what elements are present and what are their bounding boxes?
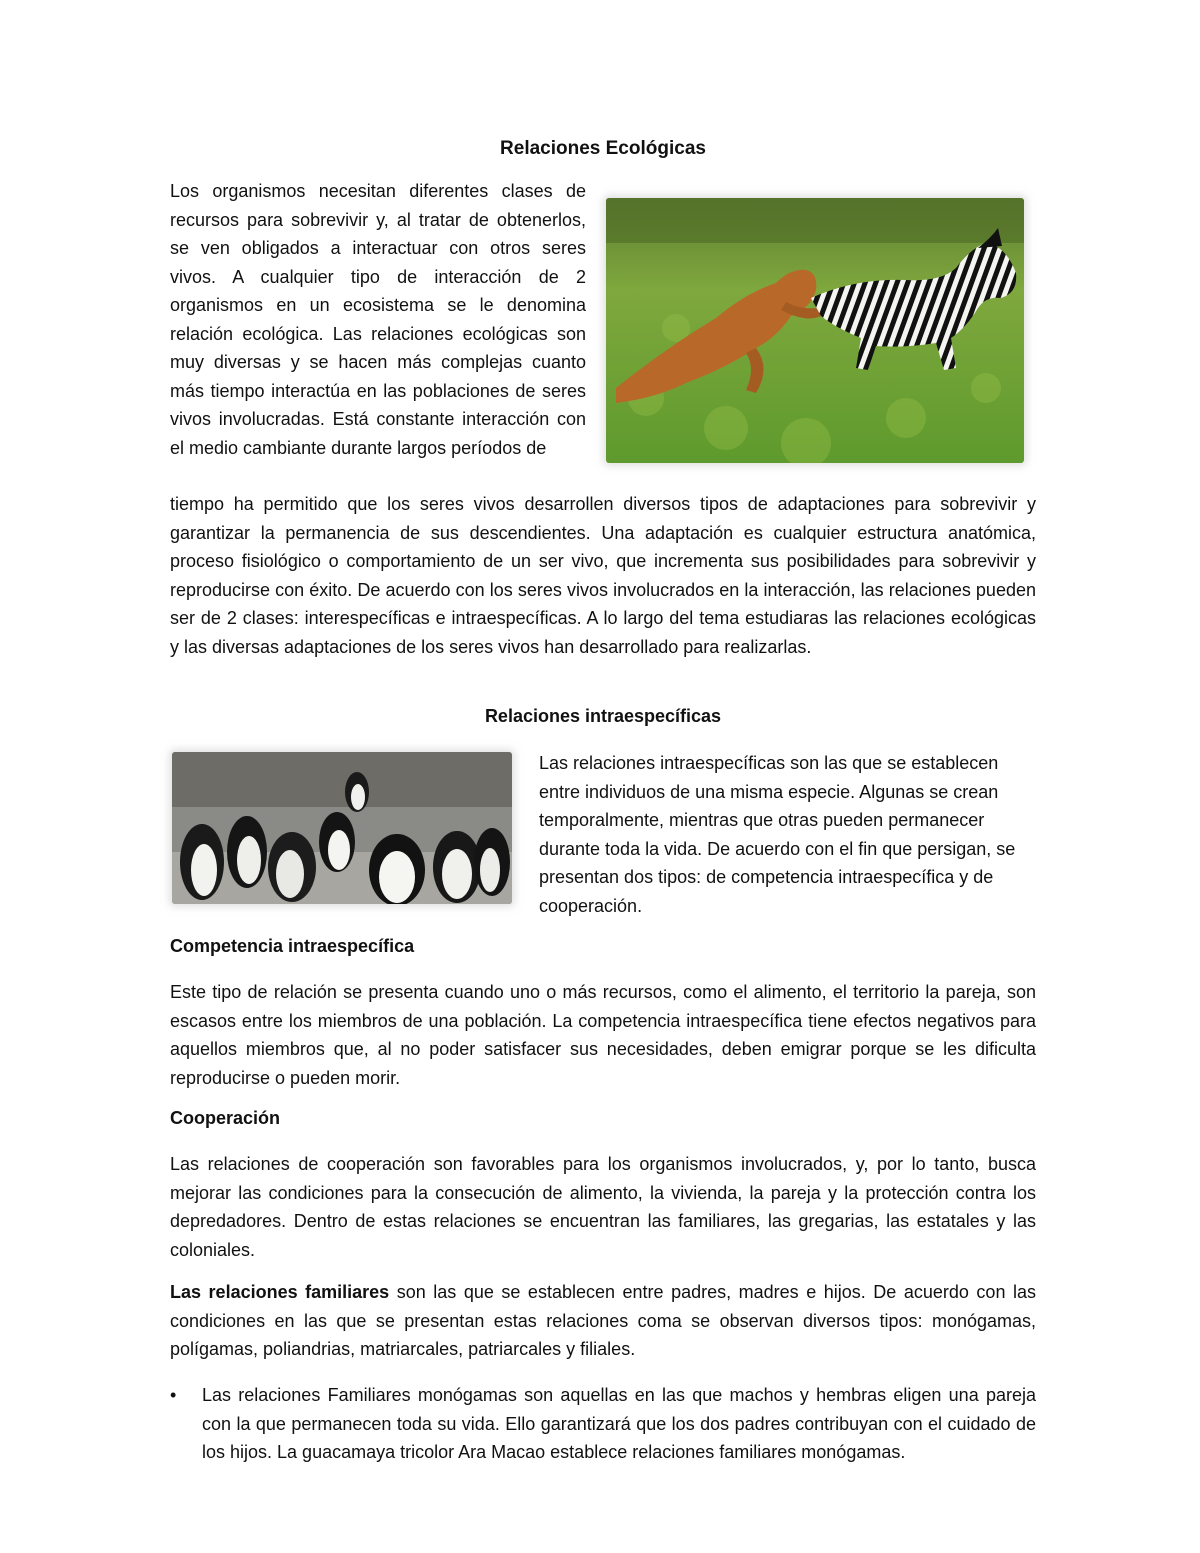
intro-paragraph-continued: tiempo ha permitido que los seres vivos desarrollen diversos tipos de adaptaciones para sobrevivir y garantizar la permanencia de sus descendientes. Una adaptación es cualquier estructura anatómica, proceso fisiológico o comportamiento de un ser vivo, que incrementa sus posibilidades para sobrevivir y reproducirse con éxito. De acuerdo con los seres vivos involucrados en la interacción, las relaciones pueden ser de 2 clases: interespecíficas e intraespecíficas. A lo largo del tema estudiaras las relaciones ecológicas y las diversas adaptaciones de los seres vivos han desarrollado para realizarlas. <box>170 494 1036 657</box>
bullet-list <box>170 1381 1036 1467</box>
section-intra-paragraph: Las relaciones intraespecíficas son las que se establecen entre individuos de una misma especie. Algunas se crean temporalmente, mientras que otras pueden permanecer durante toda la vida. De acuerdo con el fin que persigan, se presentan dos tipos: de competencia intraespecífica y de cooperación. <box>539 753 1016 916</box>
list-item <box>170 1381 1036 1467</box>
familiares-text: son las que se establecen entre padres, madres e hijos. De acuerdo con las condiciones en las que se presentan estas relaciones coma se observan diversos tipos: monógamas, polígamas, poliandrias, matriarcales, patriarcales y filiales. <box>170 1282 1036 1359</box>
penguin-colony-icon <box>172 752 512 904</box>
section-heading-intraespecificas: Relaciones intraespecíficas <box>484 706 722 726</box>
competencia-paragraph: Este tipo de relación se presenta cuando uno o más recursos, como el alimento, el territorio la pareja, son escasos entre los miembros de una población. La competencia intraespecífica tiene efectos negativos para aquellos miembros que, al no poder satisfacer sus necesidades, deben emigrar porque se les dificulta reproducirse o pueden morir. <box>170 982 1036 1088</box>
lion-chasing-zebra-icon <box>606 198 1024 463</box>
familiares-paragraph <box>170 1278 1036 1364</box>
intro-paragraph: Los organismos necesitan diferentes clases de recursos para sobrevivir y, al tratar de obtenerlos, se ven obligados a interactuar con otros seres vivos. A cualquier tipo de interacción de 2 organismos en un ecosistema se le denomina relación ecológica. Las relaciones ecológicas son muy diversas y se hacen más complejas cuanto más tiempo interactúa en las poblaciones de seres vivos involucradas. Está constante interacción con el medio cambiante durante largos períodos de <box>170 181 586 458</box>
list-item-text: Las relaciones Familiares monógamas son aquellas en las que machos y hembras eligen una pareja con la que permanecen toda su vida. Ello garantizará que los dos padres contribuyan con el cuidado de los hijos. La guacamaya tricolor Ara Macao establece relaciones familiares monógamas. <box>202 1385 1036 1462</box>
penguins-photo <box>172 752 512 904</box>
lion-zebra-photo <box>606 198 1024 463</box>
cooperacion-paragraph: Las relaciones de cooperación son favorables para los organismos involucrados, y, por lo tanto, busca mejorar las condiciones para la consecución de alimento, la vivienda, la pareja y la protección contra los depredadores. Dentro de estas relaciones se encuentran las familiares, las gregarias, las estatales y las coloniales. <box>170 1154 1036 1260</box>
familiares-bold: Las relaciones familiares <box>170 1282 390 1302</box>
competencia-heading: Competencia intraespecífica <box>170 936 415 956</box>
cooperacion-heading: Cooperación <box>170 1108 281 1128</box>
page-title: Relaciones Ecológicas <box>500 138 706 159</box>
bullet-icon: • <box>170 1385 177 1405</box>
